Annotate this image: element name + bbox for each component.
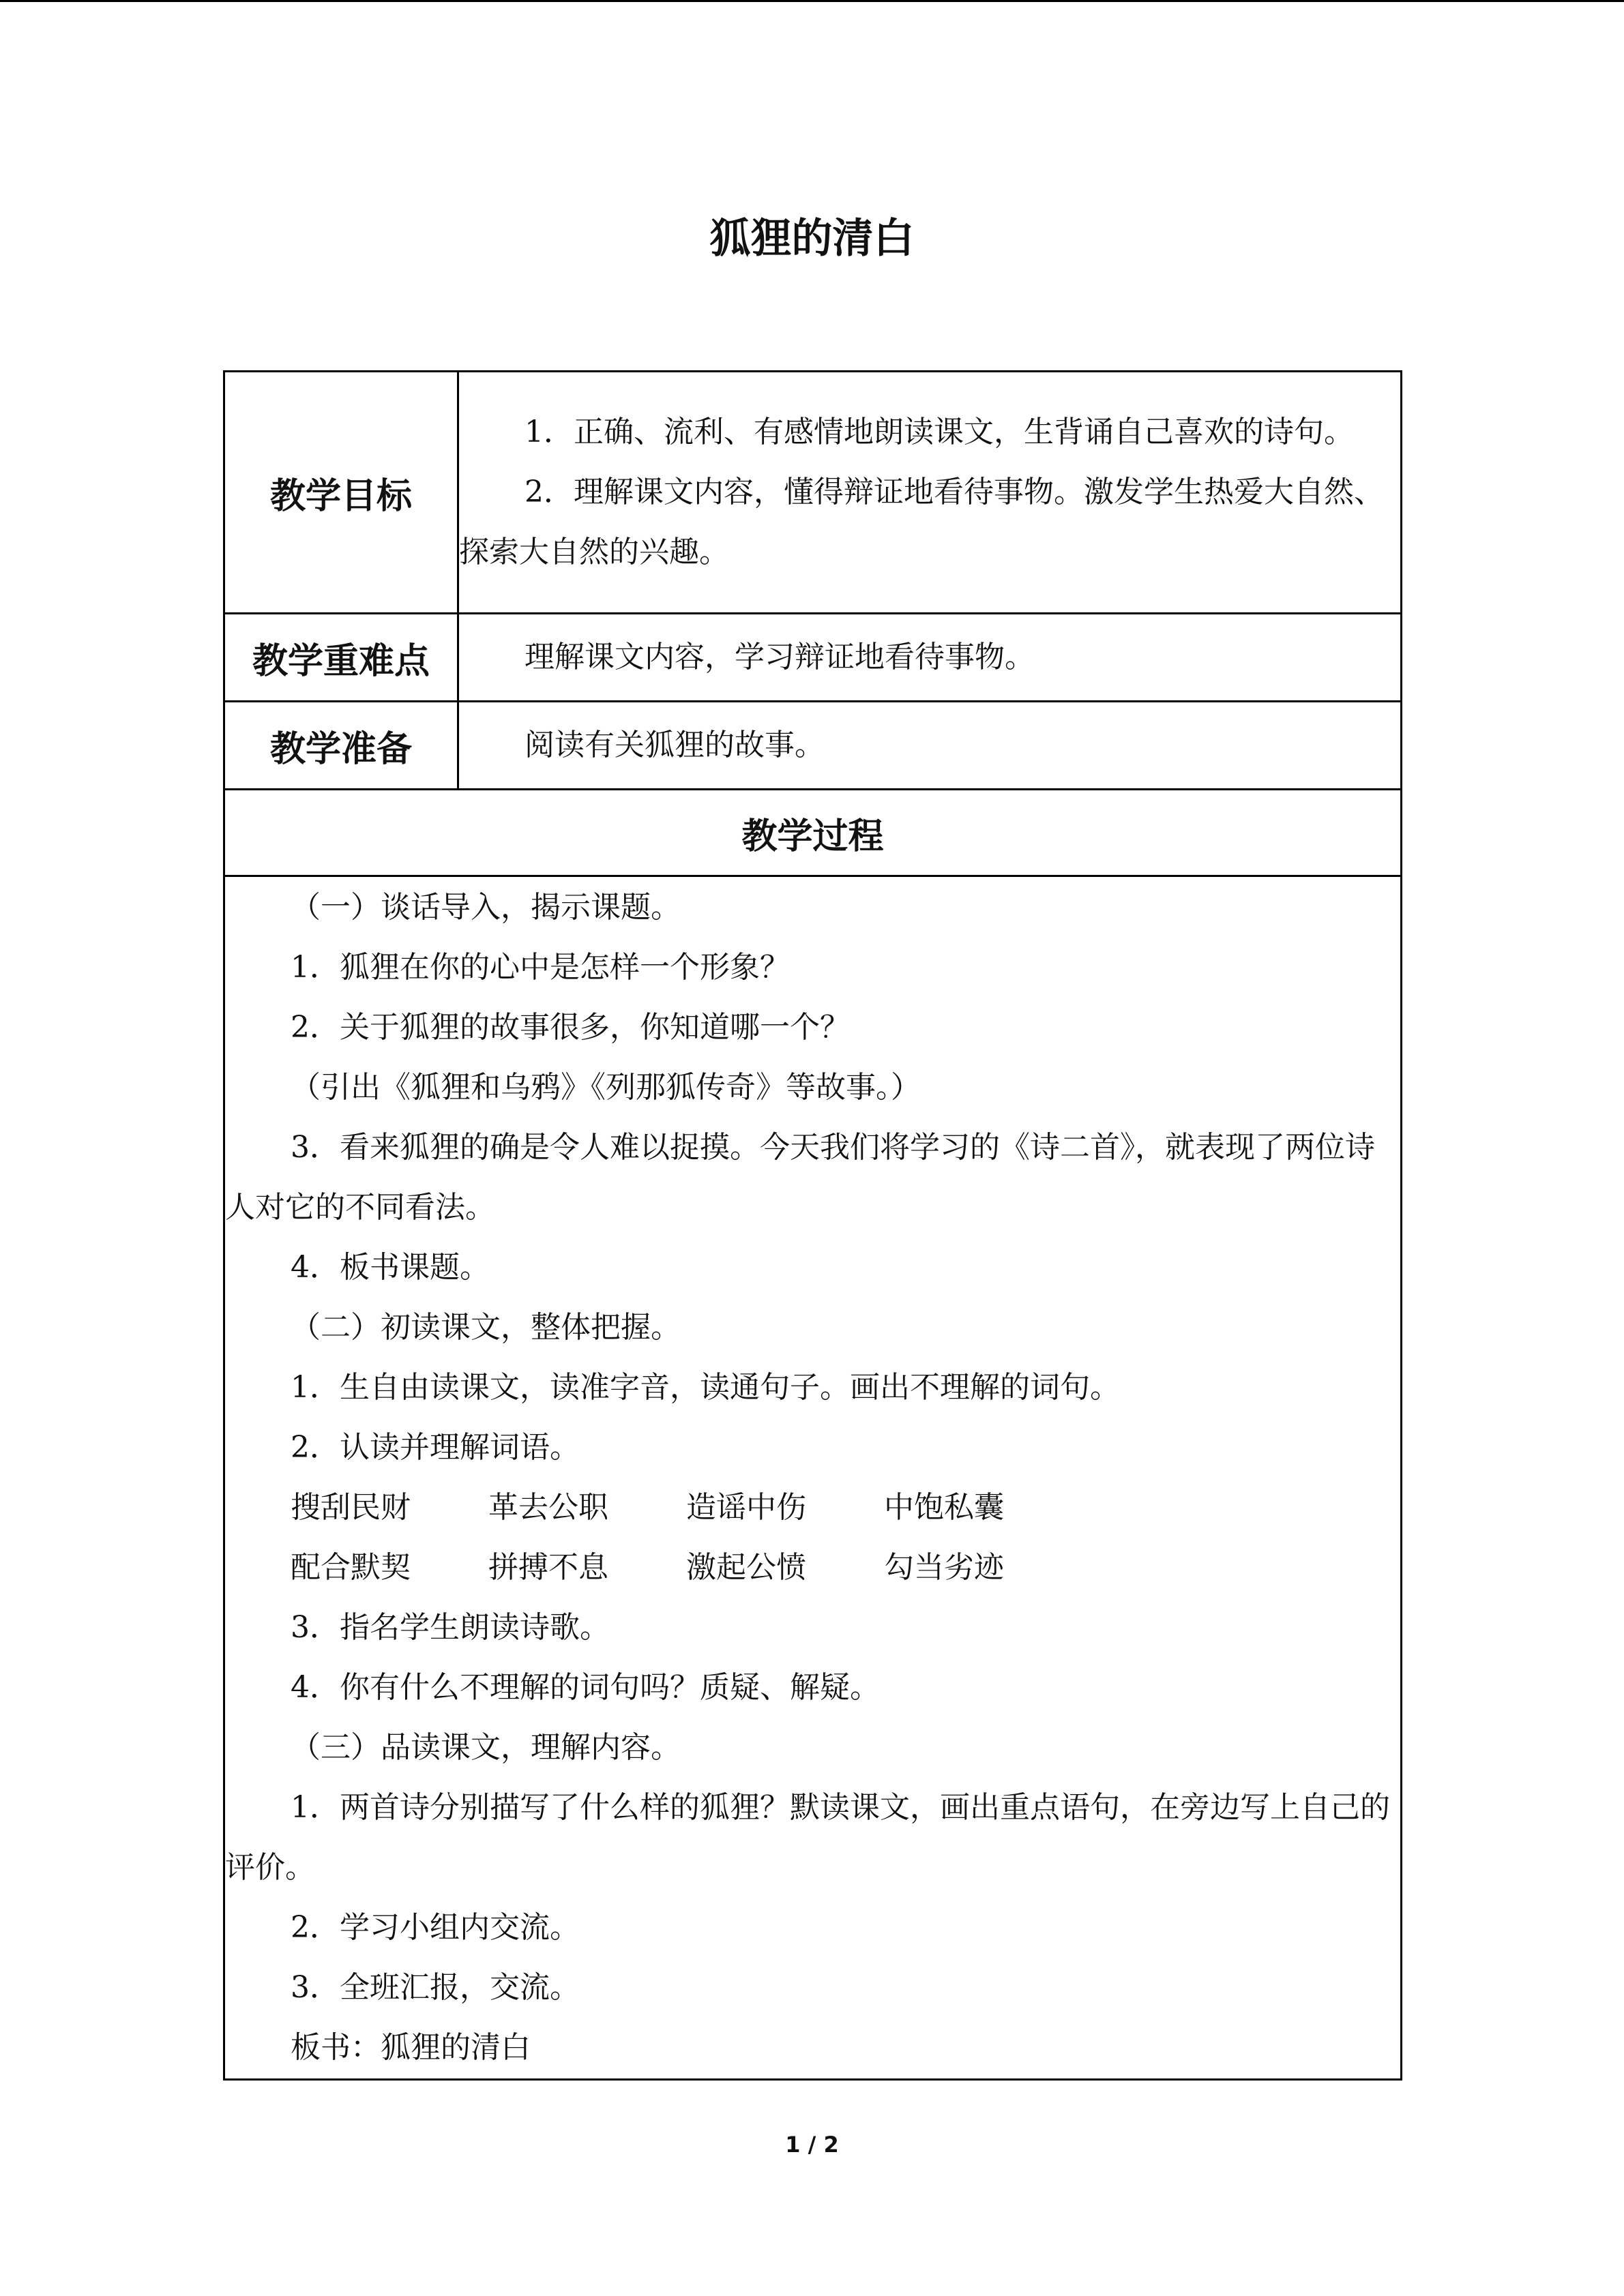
vocabulary-word: 激起公愤 (686, 1550, 806, 1585)
process-line: （一）谈话导入，揭示课题。 (291, 890, 681, 925)
process-line: 2．认读并理解词语。 (291, 1430, 580, 1465)
preparation-content (458, 702, 1402, 790)
vocabulary-word: 配合默契 (291, 1550, 411, 1585)
goal-item: 2．理解课文内容，懂得辩证地看待事物。激发学生热爱大自然、探索大自然的兴趣。 (459, 475, 1384, 569)
process-line: 1．狐狸在你的心中是怎样一个形象？ (291, 950, 790, 985)
process-line: 4．板书课题。 (291, 1250, 490, 1285)
process-heading-row (224, 790, 1402, 876)
process-line: 板书：狐狸的清白 (291, 2030, 531, 2065)
document-title: 狐狸的清白 (709, 215, 915, 263)
process-line: （三）品读课文，理解内容。 (291, 1730, 681, 1765)
goals-content (458, 372, 1402, 614)
process-line: 3．看来狐狸的确是令人难以捉摸。今天我们将学习的《诗二首》，就表现了两位诗人对它的不同看法。 (225, 1130, 1375, 1225)
vocabulary-word: 拼搏不息 (488, 1550, 608, 1585)
process-line: （二）初读课文，整体把握。 (291, 1310, 681, 1345)
process-line: 1．两首诗分别描写了什么样的狐狸？默读课文，画出重点语句，在旁边写上自己的评价。 (225, 1790, 1390, 1885)
goal-item: 1．正确、流利、有感情地朗读课文，生背诵自己喜欢的诗句。 (525, 415, 1354, 449)
process-line: 1．生自由读课文，读准字音，读通句子。画出不理解的词句。 (291, 1370, 1120, 1405)
preparation-text: 阅读有关狐狸的故事。 (525, 728, 825, 762)
vocabulary-row (225, 1538, 1400, 1598)
preparation-row (224, 702, 1402, 790)
vocabulary-word: 搜刮民财 (291, 1490, 411, 1525)
process-line: 3．全班汇报，交流。 (291, 1970, 580, 2005)
key-points-label: 教学重难点 (224, 614, 458, 702)
key-points-content (458, 614, 1402, 702)
key-points-text: 理解课文内容，学习辩证地看待事物。 (525, 640, 1035, 674)
goals-label: 教学目标 (224, 372, 458, 614)
process-body-row (224, 876, 1402, 2080)
lesson-plan-table (223, 370, 1402, 2081)
vocabulary-word: 造谣中伤 (686, 1490, 806, 1525)
process-heading: 教学过程 (224, 790, 1402, 876)
vocabulary-word: 革去公职 (488, 1490, 608, 1525)
process-line: 4．你有什么不理解的词句吗？质疑、解疑。 (291, 1670, 880, 1705)
key-points-row (224, 614, 1402, 702)
goals-row (224, 372, 1402, 614)
preparation-label: 教学准备 (224, 702, 458, 790)
process-line: 2．学习小组内交流。 (291, 1910, 580, 1945)
vocabulary-word: 中饱私囊 (884, 1490, 1004, 1525)
page-number: 1 / 2 (785, 2132, 839, 2158)
process-line: （引出《狐狸和乌鸦》《列那狐传奇》等故事。） (291, 1070, 921, 1105)
process-content (224, 876, 1402, 2080)
process-line: 2．关于狐狸的故事很多，你知道哪一个？ (291, 1010, 850, 1045)
process-line: 3．指名学生朗读诗歌。 (291, 1610, 610, 1645)
vocabulary-row (225, 1478, 1400, 1538)
top-border-line (0, 0, 1624, 2)
vocabulary-word: 勾当劣迹 (884, 1550, 1004, 1585)
